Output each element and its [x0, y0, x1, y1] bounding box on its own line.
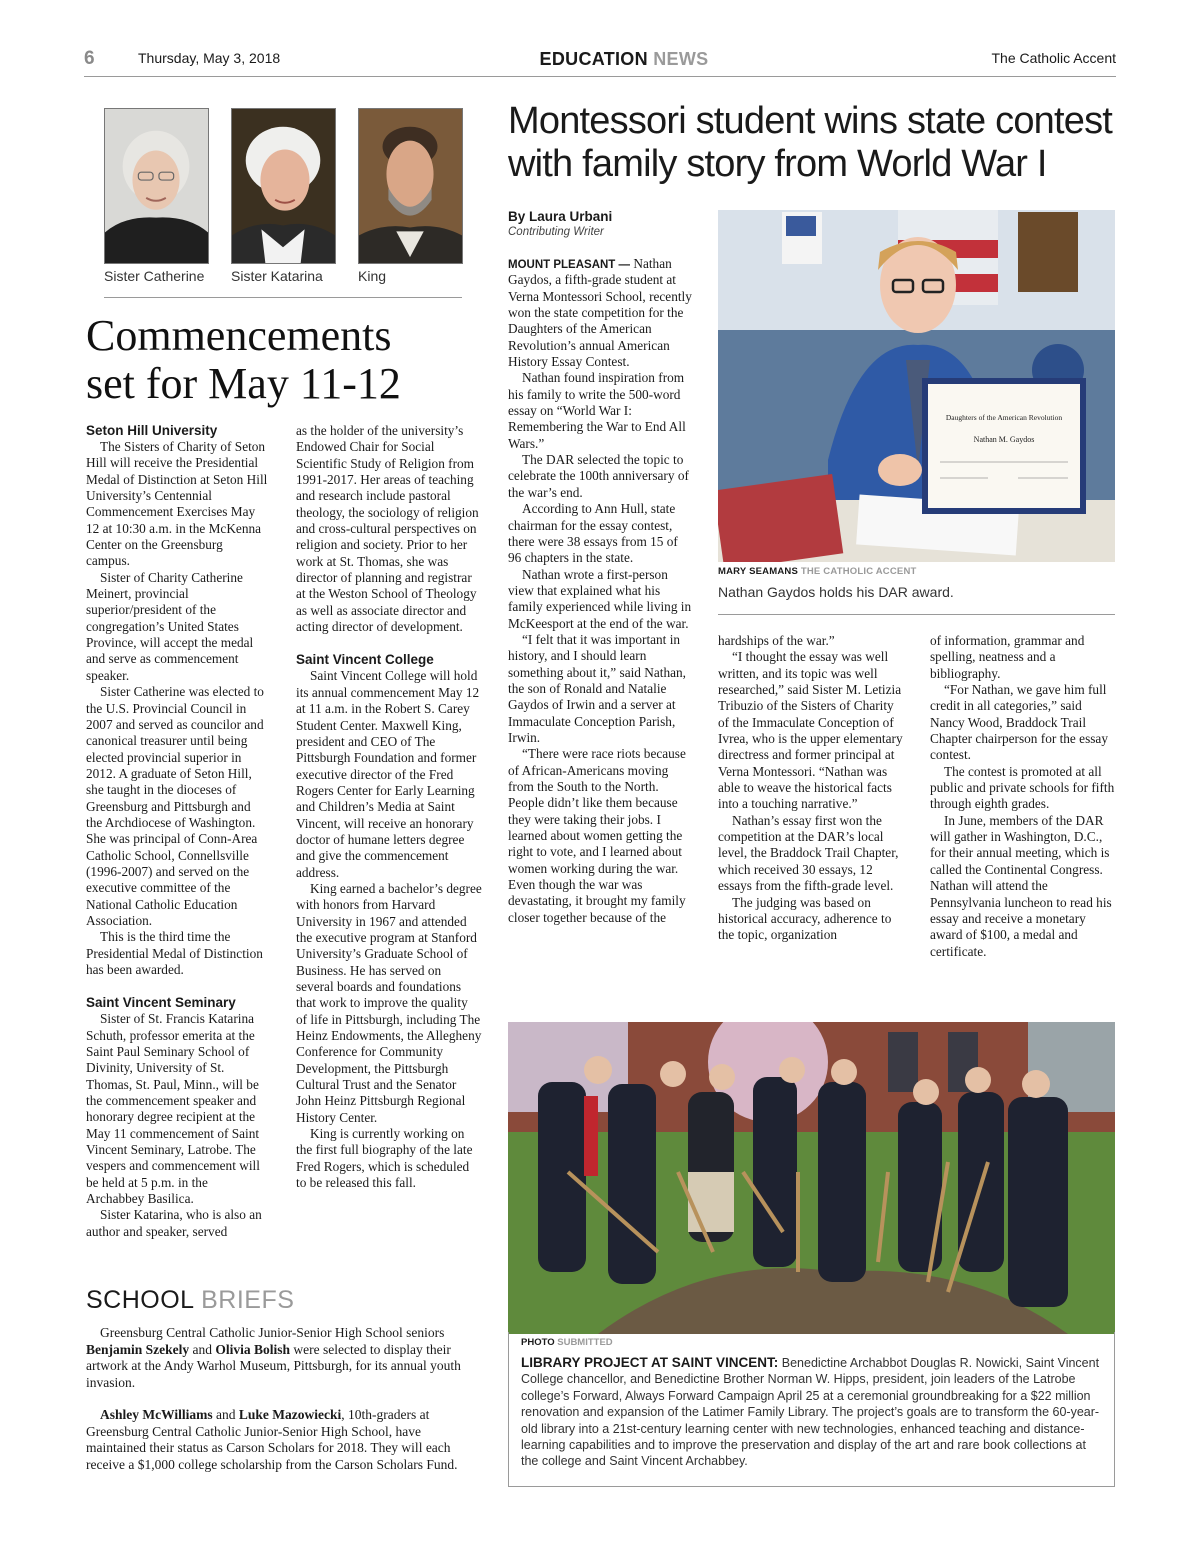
student-name: Luke Mazowiecki: [238, 1407, 342, 1422]
article-paragraph: “I felt that it was important in history, and I should learn something about it,” said Nathan, the son of Ronald and Natalie Gaydos of Irwin and a server at Immaculate Conception Parish, Irwin.: [508, 631, 686, 745]
student-name: Ashley McWilliams: [100, 1407, 213, 1422]
article-paragraph: of information, grammar and spelling, neatness and a bibliography.: [930, 633, 1085, 681]
certificate-title: Daughters of the American Revolution: [945, 413, 1063, 422]
headline-line: Montessori student wins state contest: [508, 100, 1113, 142]
headline-line: set for May 11-12: [86, 358, 401, 408]
article-paragraph: Nathan wrote a first-person view that explained what his family experienced while living in McKeesport at the end of the war.: [508, 566, 692, 631]
caption-text: Benedictine Archabbot Douglas R. Nowicki, Saint Vincent College chancellor, and Benedictine Brother Norman W. Hipps, president, join leaders of the Latrobe college’s Forward, Always Forward Campaign April 25 at a ceremonial groundbreaking for a $22 million renovation and expansion of the Latimer Family Library. The project’s goals are to transform the 60-year-old library into a 21st-century learning center with new technologies, enhanced teaching and distance-learning capabilities and to improve the preservation and display of the art and rare book collections at the college and Saint Vincent Archabbey.: [521, 1356, 1100, 1469]
photo-credit: [521, 1337, 613, 1348]
montessori-column-2: [718, 633, 904, 944]
portrait-king: [358, 108, 463, 264]
article-paragraph: Sister Catherine was elected to the U.S. Provincial Council in 2007 and served as councilor and canonical treasurer until being elected provincial superior in 2012. A graduate of Seton Hill, she taught in the dioceses of Greensburg and Pittsburgh and the Archdiocese of Washington. She was principal of Conn-Area Catholic School, Connellsville (1996-2007) and served on the executive committee of the National Catholic Education Association.: [86, 684, 264, 928]
article-paragraph: According to Ann Hull, state chairman for the essay contest, there were 38 essays from 15 of 96 chapters in the state.: [508, 501, 678, 566]
subhead-college: Saint Vincent College: [296, 652, 434, 668]
briefs-title-dark: SCHOOL: [86, 1286, 194, 1314]
article-paragraph: as the holder of the university’s Endowed Chair for Social Scientific Study of Religion from 1991-2017. Her areas of teaching and research include pastoral theology, the sociology of religion and cross-cultural perspectives on religion and society. Prior to her work at St. Thomas, she was director of planning and registrar at the Weston School of Theology as well as associate director and acting director of development.: [296, 423, 479, 635]
portrait-sister-katarina: [231, 108, 336, 264]
credit-org: SUBMITTED: [557, 1337, 613, 1348]
issue-date: Thursday, May 3, 2018: [138, 50, 281, 66]
article-paragraph: “For Nathan, we gave him full credit in all categories,” said Nancy Wood, Braddock Trail Chapter chairperson for the essay contest.: [930, 682, 1108, 763]
portrait-caption: Sister Catherine: [104, 268, 205, 284]
portrait-caption: Sister Katarina: [231, 268, 323, 284]
school-briefs-heading: [86, 1286, 294, 1315]
portrait-sister-catherine: [104, 108, 209, 264]
brief-item: Greensburg Central Catholic Junior-Senior High School seniors Benjamin Szekely and Olivia Bolish were selected to display their artwork at the Andy Warhol Museum, Pittsburgh, for its annual youth invasion.: [86, 1325, 461, 1390]
photo-groundbreaking: [508, 1022, 1115, 1334]
byline-role: Contributing Writer: [508, 226, 604, 238]
photo-caption: Nathan Gaydos holds his DAR award.: [718, 584, 954, 600]
article-paragraph: This is the third time the Presidential Medal of Distinction has been awarded.: [86, 929, 263, 977]
school-briefs-body: [86, 1325, 482, 1473]
article-paragraph: hardships of the war.”: [718, 633, 835, 648]
article-paragraph: “I thought the essay was well written, and its topic was well researched,” said Sister M. Letizia Tribuzio of the Sisters of Charity of the Immaculate Conception of Ivrea, who is the upper elementary directress and former principal at Verna Montessori. “Nathan was able to weave the historical facts into a touching narrative.”: [718, 649, 903, 812]
commencements-column-1: [86, 422, 268, 1240]
photo-nathan-gaydos: [718, 210, 1115, 562]
byline: By Laura Urbani: [508, 209, 613, 224]
commencements-column-2: [296, 423, 482, 1191]
article-paragraph: Nathan found inspiration from his family to write the 500-word essay on “World War I: Remembering the War to End All Wars.”: [508, 370, 686, 451]
masthead-rule: [84, 76, 1116, 77]
article-paragraph: The contest is promoted at all public and private schools for fifth through eighth grades.: [930, 763, 1115, 812]
briefs-title-light: BRIEFS: [201, 1286, 295, 1314]
montessori-headline: [508, 100, 1128, 186]
portrait-caption: King: [358, 268, 387, 284]
headline-line: with family story from World War I: [508, 142, 1047, 185]
lead-text: Nathan Gaydos, a fifth-grade student at Verna Montessori School, recently won the state competition for the Daughters of the American Revolution’s annual American History Essay Contest.: [508, 256, 692, 370]
article-paragraph: Sister Katarina, who is also an author and speaker, served: [86, 1207, 262, 1239]
article-paragraph: Nathan’s essay first won the competition at the DAR’s local level, the Braddock Trail Chapter, which received 30 essays, 12 essays from the fifth-grade level.: [718, 812, 899, 894]
student-name: Benjamin Szekely: [86, 1341, 190, 1357]
caption-lead: LIBRARY PROJECT AT SAINT VINCENT:: [521, 1355, 779, 1370]
article-paragraph: Sister of St. Francis Katarina Schuth, professor emerita at the Saint Paul Seminary School of Divinity, University of St. Thomas, St. Paul, Minn., will be the commencement speaker and honorary degree recipient at the May 11 commencement of Saint Vincent Seminary, Latrobe. The vespers and commencement will be held at 5 p.m. in the Archabbey Basilica.: [86, 1011, 260, 1207]
page-number: 6: [84, 48, 95, 69]
caption-rule: [718, 614, 1115, 615]
article-paragraph: Sister of Charity Catherine Meinert, provincial superior/president of the congregation’s United States Province, will accept the medal and serve as commencement speaker.: [86, 569, 254, 683]
dateline: MOUNT PLEASANT —: [508, 259, 631, 271]
subhead-seton-hill: Seton Hill University: [86, 423, 218, 438]
article-paragraph: King earned a bachelor’s degree with honors from Harvard University in 1967 and attended the executive program at Stanford University’s Graduate School of Business. He has served on several boards and foundations that work to improve the quality of life in Pittsburgh, including The Heinz Endowments, the Allegheny Conference for Community Development, the Pittsburgh Cultural Trust and the Senator John Heinz Pittsburgh Regional History Center.: [296, 880, 482, 1125]
subhead-seminary: Saint Vincent Seminary: [86, 995, 236, 1011]
certificate-name: Nathan M. Gaydos: [973, 435, 1035, 444]
student-name: Olivia Bolish: [215, 1341, 291, 1357]
article-paragraph: [508, 256, 694, 370]
library-caption: [521, 1355, 1103, 1470]
montessori-column-3: [930, 633, 1116, 960]
credit-name: PHOTO: [521, 1337, 555, 1348]
headline-line: Commencements: [86, 311, 392, 360]
article-paragraph: Saint Vincent College will hold its annual commencement May 12 at 11 a.m. in the Robert S. Carey Student Center. Maxwell King, president and CEO of The Pittsburgh Foundation and former executive director of the Fred Rogers Center for Early Learning and Children’s Media at Saint Vincent, will receive an honorary doctor of humane letters degree and give the commencement address.: [296, 668, 480, 880]
paper-name: The Catholic Accent: [991, 50, 1116, 66]
article-paragraph: The Sisters of Charity of Seton Hill will receive the Presidential Medal of Distinction at Seton Hill University’s Centennial Commencement Exercises May 12 at 10:30 a.m. in the McKenna Center on the Greensburg campus.: [86, 439, 268, 569]
credit-org: THE CATHOLIC ACCENT: [800, 566, 917, 577]
article-paragraph: King is currently working on the first full biography of the late Fred Rogers, which is scheduled to be released this fall.: [296, 1126, 473, 1191]
brief-item: Ashley McWilliams and Luke Mazowiecki, 10th-graders at Greensburg Central Catholic Junior-Senior High School, have maintained their status as Carson Scholars for 2018. They will each receive a $1,000 college scholarship from the Carson Scholars Fund.: [86, 1407, 458, 1472]
article-paragraph: In June, members of the DAR will gather in Washington, D.C., for their annual meeting, which is called the Continental Congress. Nathan will attend the Pennsylvania luncheon to read his essay and receive a monetary award of $100, a medal and certificate.: [930, 812, 1112, 959]
article-paragraph: The DAR selected the topic to celebrate the 100th anniversary of the war’s end.: [508, 452, 689, 500]
photo-credit: [718, 566, 917, 577]
article-paragraph: “There were race riots because of African-Americans moving from the South to the North. People didn’t like them because they were taking their jobs. I learned about women getting the right to vote, and I learned about women working during the war. Even though the war was devastating, it brought my family closer together because of the: [508, 746, 686, 925]
montessori-column-1: [508, 256, 694, 926]
section-title-bold: EDUCATION: [539, 49, 648, 69]
article-paragraph: The judging was based on historical accuracy, adherence to the topic, organization: [718, 894, 892, 943]
section-title-light: NEWS: [653, 49, 709, 69]
commencements-headline: [86, 312, 466, 407]
credit-name: MARY SEAMANS: [718, 566, 798, 577]
portrait-rule: [104, 297, 462, 298]
